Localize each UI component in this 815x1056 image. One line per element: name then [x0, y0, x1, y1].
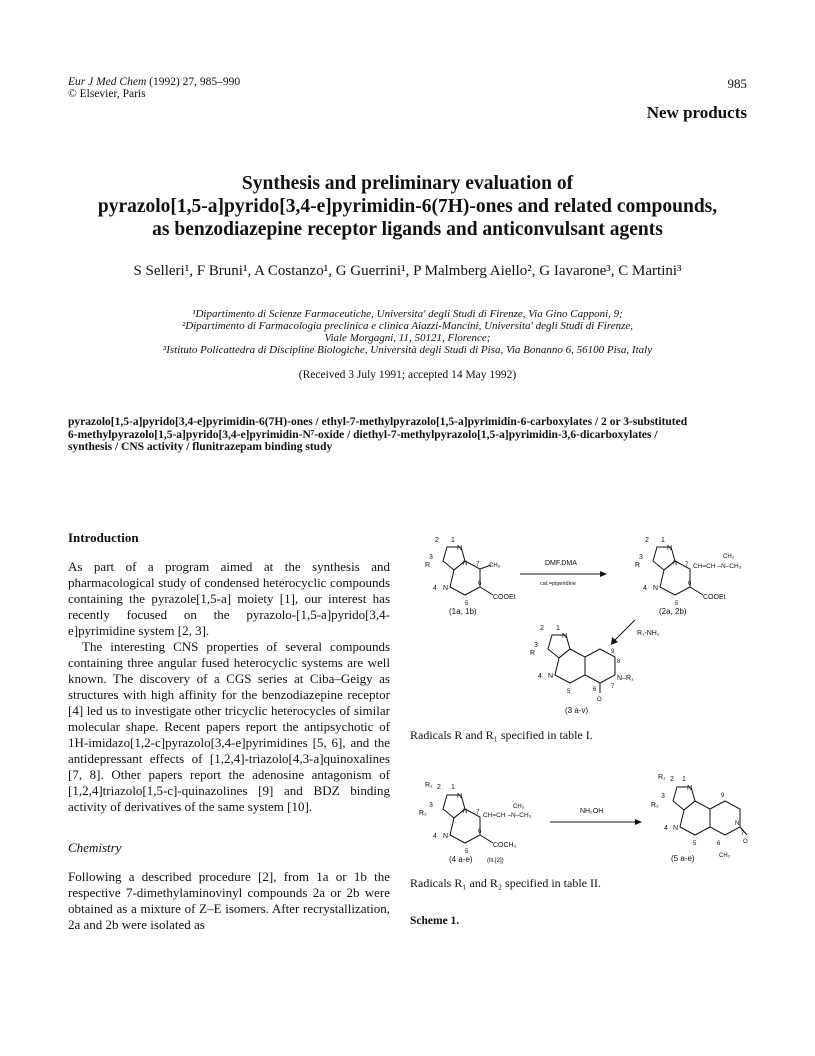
svg-text:N: N — [463, 561, 468, 567]
svg-text:7: 7 — [741, 831, 745, 837]
reagent-hydroxylamine: NH₂OH — [580, 808, 604, 815]
chemistry-heading: Chemistry — [68, 840, 122, 855]
compound-3-structure — [530, 625, 634, 715]
compound-1-label: (1a, 1b) — [449, 607, 477, 616]
svg-text:2: 2 — [645, 537, 649, 544]
compound-2-label: (2a, 2b) — [659, 607, 687, 616]
svg-text:N: N — [443, 585, 449, 592]
intro-paragraph-2 — [68, 639, 390, 815]
compound-2-structure — [635, 537, 742, 616]
svg-text:CH₃: CH₃ — [489, 563, 501, 569]
compound-1-structure — [425, 537, 516, 616]
received-dates: (Received 3 July 1991; accepted 14 May 1992) — [298, 369, 517, 381]
svg-text:6: 6 — [688, 581, 692, 587]
svg-text:R₂: R₂ — [419, 810, 427, 817]
compound-3-label: (3 a-v) — [565, 706, 589, 715]
svg-text:R: R — [530, 650, 536, 657]
svg-text:2: 2 — [670, 776, 674, 783]
svg-text:4: 4 — [643, 585, 647, 592]
reagent-dmf-dma: DMF.DMA — [545, 560, 577, 567]
reaction-arrow-2 — [611, 620, 660, 645]
svg-text:5: 5 — [465, 601, 469, 607]
affiliations — [60, 308, 755, 356]
keywords-line-1: pyrazolo[1,5-a]pyrido[3,4-e]pyrimidin-6(7H)-ones / ethyl-7-methylpyrazolo[1,5-a]pyrimidin-6-carboxylates / 2 or 3-substituted — [68, 416, 688, 428]
scheme-caption-1: Radicals R and R₁ specified in table I. — [410, 728, 593, 742]
article-title — [60, 172, 755, 241]
section-label: New products — [646, 103, 747, 122]
page-number: 985 — [727, 76, 747, 91]
svg-text:N: N — [667, 545, 673, 552]
svg-text:7: 7 — [476, 562, 480, 568]
reaction-arrow-3 — [550, 808, 642, 825]
title-line-3: as benzodiazepine receptor ligands and anticonvulsant agents — [152, 219, 663, 240]
title-line-1: Synthesis and preliminary evaluation of — [241, 173, 574, 194]
journal-citation: (1992) 27, 985–990 — [149, 76, 241, 88]
keywords-line-2: 6-methylpyrazolo[1,5-a]pyrido[3,4-e]pyrimidin-N⁷-oxide / diethyl-7-methylpyrazolo[1,5-a]pyrimidin-3,6-dicarboxylates / — [68, 428, 658, 441]
svg-text:6: 6 — [593, 687, 597, 693]
affiliation-3: ³Istituto Policattedra di Discipline Biologiche, Università degli Studi di Pisa, Via Bonanno 6, 56100 Pisa, Italy — [162, 344, 653, 356]
svg-text:N: N — [673, 561, 678, 567]
journal-header — [68, 76, 240, 100]
copyright: © Elsevier, Paris — [68, 88, 146, 100]
svg-text:1: 1 — [682, 776, 686, 783]
svg-text:4: 4 — [433, 833, 437, 840]
svg-text:N: N — [653, 585, 659, 592]
keywords — [68, 416, 748, 454]
svg-text:R₁: R₁ — [425, 782, 433, 789]
introduction-heading: Introduction — [68, 530, 139, 545]
svg-text:N: N — [562, 633, 568, 640]
compound-4-label: (4 a-e) — [449, 855, 473, 864]
svg-text:6: 6 — [478, 581, 482, 587]
svg-text:O: O — [743, 839, 748, 845]
svg-text:8: 8 — [617, 659, 621, 665]
svg-text:CH₃: CH₃ — [513, 804, 525, 810]
compound-5-label: (5 a-e) — [671, 854, 695, 863]
scheme-title: Scheme 1. — [410, 915, 460, 927]
svg-text:N–R₁: N–R₁ — [617, 675, 634, 682]
svg-text:7: 7 — [476, 810, 480, 816]
chemistry-paragraph-1-text: Following a described procedure [2], from 1a or 1b the respective 7-dimethylaminovinyl compounds 2a or 2b were obtained as a mixture of Z–E isomers. After recrystallization, 2a and 2b were isolated as — [68, 869, 390, 932]
title-line-2: pyrazolo[1,5-a]pyrido[3,4-e]pyrimidin-6(7H)-ones and related compounds, — [97, 196, 718, 217]
svg-text:7: 7 — [611, 684, 615, 690]
reagent-amine: R₁-NH₂ — [637, 630, 660, 637]
svg-text:R: R — [425, 562, 431, 569]
svg-text:N: N — [457, 793, 463, 800]
affiliation-1: ¹Dipartimento di Scienze Farmaceutiche, Universita' degli Studi di Firenze, Via Gino Capponi, 9; — [192, 308, 623, 320]
chemistry-paragraph-1 — [68, 869, 390, 933]
compound-4-structure — [419, 782, 532, 864]
svg-text:N: N — [457, 545, 463, 552]
svg-text:CH₃: CH₃ — [719, 853, 731, 859]
svg-text:1: 1 — [451, 784, 455, 791]
svg-text:3: 3 — [534, 642, 538, 649]
scheme-1-figure — [405, 525, 750, 875]
svg-text:5: 5 — [465, 849, 469, 855]
svg-text:N: N — [687, 785, 693, 792]
svg-text:5: 5 — [693, 841, 697, 847]
svg-text:9: 9 — [611, 649, 615, 655]
author-list: S Selleri¹, F Bruni¹, A Costanzo¹, G Guerrini¹, P Malmberg Aiello², G Iavarone³, C Martini³ — [133, 263, 682, 279]
svg-text:1: 1 — [451, 537, 455, 544]
svg-text:R: R — [635, 562, 641, 569]
compound-5-structure — [651, 774, 748, 863]
svg-text:6: 6 — [717, 841, 721, 847]
svg-text:COCH₃: COCH₃ — [493, 842, 517, 849]
svg-text:5: 5 — [675, 601, 679, 607]
svg-text:R₂: R₂ — [651, 802, 659, 809]
journal-name: Eur J Med Chem — [68, 76, 147, 88]
svg-text:9: 9 — [721, 793, 725, 799]
svg-text:R₁: R₁ — [658, 774, 666, 781]
svg-text:6: 6 — [478, 829, 482, 835]
intro-paragraph-1 — [68, 559, 390, 639]
svg-text:1: 1 — [556, 625, 560, 632]
svg-text:5: 5 — [567, 689, 571, 695]
svg-text:COOEt: COOEt — [703, 594, 726, 601]
svg-text:CH₃: CH₃ — [723, 554, 735, 560]
svg-text:N: N — [463, 809, 468, 815]
svg-text:N: N — [735, 821, 740, 827]
compound-4-ref: (lit.[2]) — [487, 858, 504, 864]
svg-text:2: 2 — [540, 625, 544, 632]
reaction-arrow-1 — [520, 560, 607, 587]
svg-text:3: 3 — [661, 793, 665, 800]
svg-text:2: 2 — [435, 537, 439, 544]
svg-text:N: N — [443, 833, 449, 840]
intro-paragraph-1-text: As part of a program aimed at the synthesis and pharmacological study of condensed heterocyclic compounds containing the pyrazole[1,5-a] moiety [1], our interest has recently focused on the pyrazolo-[1,5-a]pyrido[3,4-e]pyrimidine system [2, 3]. — [68, 559, 390, 638]
svg-text:4: 4 — [664, 825, 668, 832]
svg-text:CH=CH –N–CH₃: CH=CH –N–CH₃ — [483, 812, 532, 819]
affiliation-2-cont: Viale Morgagni, 11, 50121, Florence; — [324, 332, 491, 344]
svg-text:O: O — [597, 697, 602, 703]
svg-text:COOEt: COOEt — [493, 594, 516, 601]
intro-paragraph-2-text: The interesting CNS properties of several compounds containing three angular fused heterocyclic systems are well known. The discovery of a CGS series at Ciba–Geigy as structures with high affinity for the benzodiazepine receptor [4] led us to investigate other tricyclic heterocycles of similar molecular shape. Recent papers report the antipsychotic of 1H-imidazo[1,2-c]pyrazolo[3,4-e]pyrimidines [5, 6], and the antidepressant effects of [1,2,4]-triazolo[4,3-a]quinoxalines [7, 8]. Other papers report the adenosine antagonism of [1,2,4]triazolo[1,5-c]-quinazolines [9] and BDZ binding activity of derivatives of the same system [10]. — [68, 639, 390, 814]
svg-text:4: 4 — [538, 673, 542, 680]
scheme-caption-2: Radicals R₁ and R₂ specified in table II. — [410, 876, 601, 890]
svg-text:3: 3 — [639, 554, 643, 561]
svg-text:CH=CH –N–CH₃: CH=CH –N–CH₃ — [693, 563, 742, 570]
catalyst-piperidine: cat.=piperidine — [540, 581, 576, 587]
svg-text:4: 4 — [433, 585, 437, 592]
keywords-line-3: synthesis / CNS activity / flunitrazepam binding study — [68, 441, 333, 453]
svg-text:3: 3 — [429, 802, 433, 809]
svg-text:3: 3 — [429, 554, 433, 561]
svg-text:N: N — [548, 673, 554, 680]
svg-text:1: 1 — [661, 537, 665, 544]
affiliation-2: ²Dipartimento di Farmacologia preclinica e clinica Aiazzi-Mancini, Universita' degli Studi di Firenze, — [182, 320, 633, 332]
svg-text:N: N — [673, 825, 679, 832]
svg-text:7: 7 — [685, 562, 689, 568]
svg-text:2: 2 — [437, 784, 441, 791]
